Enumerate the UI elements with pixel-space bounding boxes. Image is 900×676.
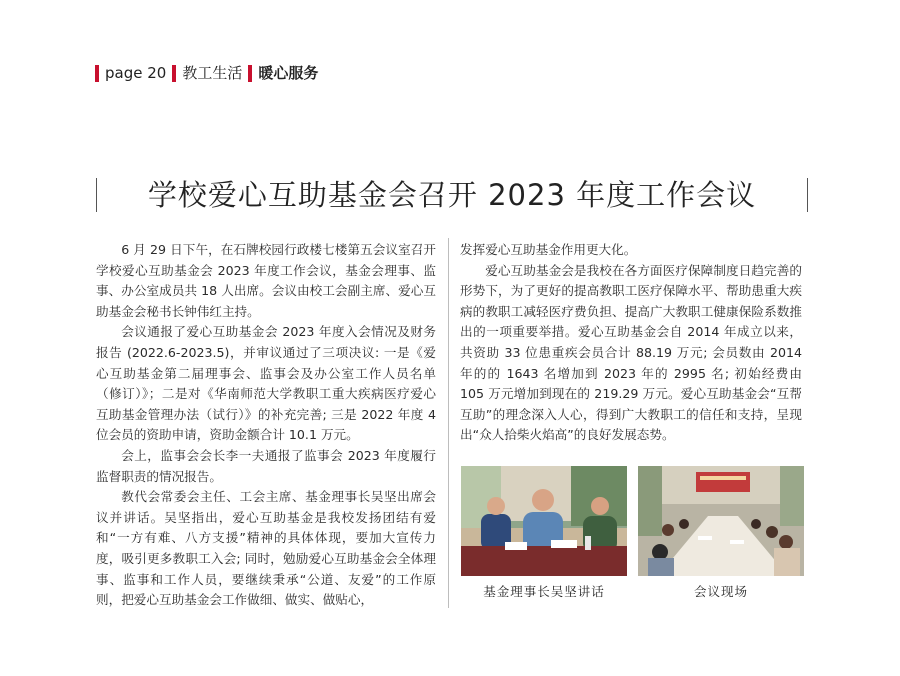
red-bar-marker <box>172 65 176 82</box>
title-right-rule <box>807 178 808 212</box>
meeting-photo-illustration <box>638 466 804 576</box>
article-title: 学校爱心互助基金会召开 2023 年度工作会议 <box>147 178 757 212</box>
page-header <box>95 62 318 84</box>
meeting-photo <box>638 466 804 576</box>
paragraph-continuation: 发挥爱心互助基金作用更大化。 <box>460 242 637 257</box>
column-divider <box>448 238 449 608</box>
speech-photo <box>461 466 627 576</box>
photo-caption: 会议现场 <box>693 584 748 599</box>
speech-photo-illustration <box>461 466 627 576</box>
paragraph: 会上，监事会会长李一夫通报了监事会 2023 年度履行监督职责的情况报告。 <box>96 447 436 484</box>
red-bar-marker <box>248 65 252 82</box>
paragraph: 爱心互助基金会是我校在各方面医疗保障制度日趋完善的形势下，为了更好的提高教职工医疗保障水平、帮助患重大疾病的教职工减轻医疗费负担、提高广大教职工健康保险系数推出的一项重要举措。爱心互助基金会自 2014 年成立以来，共资助 33 位患重疾会员合计 88.19 万元; 会员数由 2014 年的的 1643 名增加到 2023 年的 2995 名; 初始经费由 105 万元增加到现在的 219.29 万元。爱心互助基金会“互帮互助”的理念深入人心，得到广大教职工的信任和支持，呈现出“众人拾柴火焰高”的良好发展态势。 <box>460 262 802 443</box>
paragraph: 教代会常委会主任、工会主席、基金理事长吴坚出席会议并讲话。吴坚指出，爱心互助基金是我校发扬团结有爱和“一方有难、八方支援”精神的具体体现，要加大宣传力度，吸引更多教职工入会; 同时，勉励爱心互助基金会全体理事、监事和工作人员，要继续秉承“公道、友爱”的工作原则，把爱心互助基金会工作做细、做实、做贴心， <box>96 489 436 608</box>
paragraph: 6 月 29 日下午，在石牌校园行政楼七楼第五会议室召开学校爱心互助基金会 2023 年度工作会议，基金会理事、监事、办公室成员共 18 人出席。会议由校工会副主席、爱心互助基金会秘书长钟伟红主持。 <box>96 242 436 319</box>
section-label: 教工生活 <box>182 64 243 82</box>
photo-caption: 基金理事长吴坚讲话 <box>483 584 605 599</box>
left-column <box>96 240 436 611</box>
column-label: 暖心服务 <box>258 64 319 82</box>
page-number: page 20 <box>105 64 167 82</box>
paragraph: 会议通报了爱心互助基金会 2023 年度入会情况及财务报告 (2022.6-2023.5)，并审议通过了三项决议: 一是《爱心互助基金第二届理事会、监事会及办公室工作人员名单（修订）》；二是对《华南师范大学教职工重大疾病医疗爱心互助基金管理办法（试行）》的补充完善; 三是 2022 年度 4 位会员的资助申请，资助金额合计 10.1 万元。 <box>96 324 436 443</box>
article-title-block <box>96 176 808 216</box>
red-bar-marker <box>95 65 99 82</box>
right-column <box>460 240 802 446</box>
